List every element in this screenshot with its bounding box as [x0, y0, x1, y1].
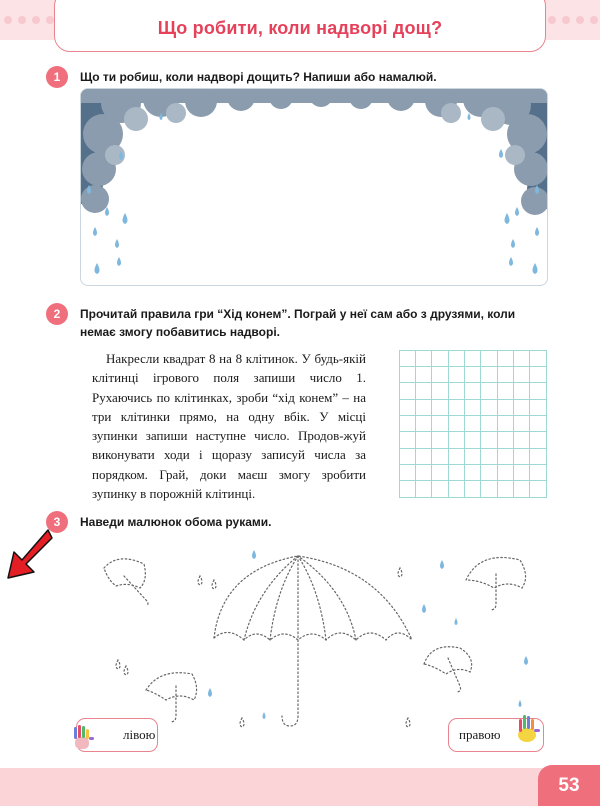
task-number-1: 1 [46, 66, 68, 88]
game-rules-text [92, 349, 366, 503]
task-number-3: 3 [46, 511, 68, 533]
footer-band [0, 768, 600, 806]
left-hand-label: лівою [123, 727, 156, 742]
right-hand-icon [515, 713, 541, 743]
task-number-2: 2 [46, 303, 68, 325]
title-box [54, 0, 546, 52]
right-hand-button[interactable] [448, 718, 544, 752]
task-text-1: Що ти робиш, коли надворі дощить? Напиши або намалюй. [80, 70, 437, 84]
left-hand-button[interactable] [76, 718, 158, 752]
task-text-3: Наведи малюнок обома руками. [80, 515, 272, 529]
right-hand-label: правою [459, 727, 501, 742]
decor-dots-right [548, 0, 600, 40]
page-title: Що робити, коли надворі дощ? [157, 18, 443, 38]
left-hand-icon [71, 725, 95, 751]
umbrella-tracing-picture[interactable] [0, 540, 600, 740]
page-number: 53 [538, 765, 600, 806]
game-rules-paragraph: Накресли квадрат 8 на 8 клітинок. У будь-якій клітинці ігрового поля запиши число 1. Рухаючись по клітинках, зроби “хід конем” – на три клітинки прямо, на одну вбік. У місці зупинки запиши наступне число. Продов-жуй виконувати ходи і щоразу записуй числа за порядком. Грай, доки маєш змогу зробити зупинку в порожній клітинці. [92, 351, 366, 502]
task-text-2: Прочитай правила гри “Хід конем”. Пограй у неї сам або з друзями, коли немає змогу побавитись надворі. [80, 307, 516, 339]
drawing-area[interactable] [80, 88, 548, 286]
knight-move-grid[interactable] [399, 350, 547, 498]
rain-cloud-frame [81, 89, 548, 286]
